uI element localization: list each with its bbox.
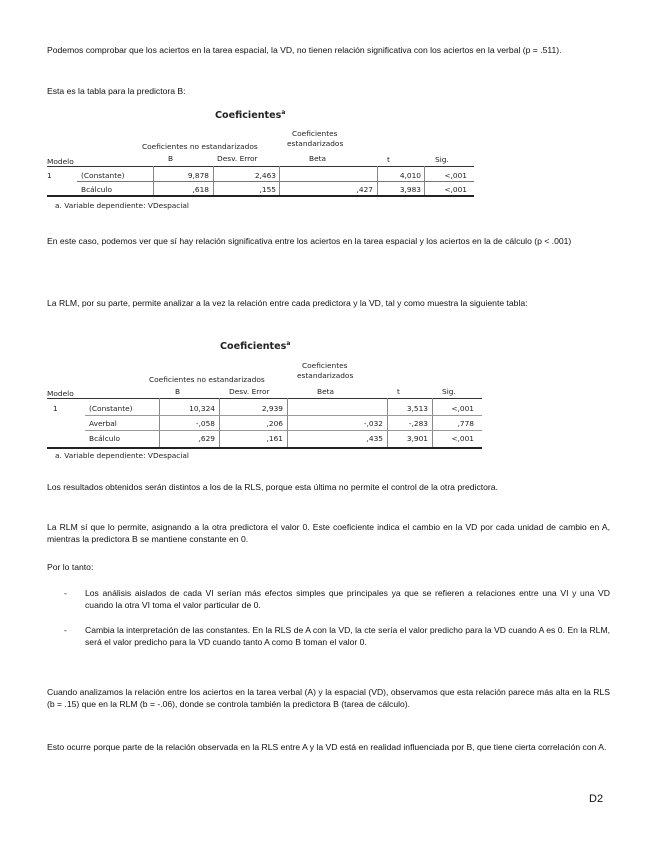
bullet-1-text: Los análisis aislados de cada VI serían más efectos simples que principales ya que se refieren a relaciones entre una VI y una VD cuando la otra VI toma el valor particular de 0. — [85, 588, 610, 611]
table-2-row-2-t: -,283 — [408, 419, 428, 428]
table-2-col-beta: Beta — [317, 387, 335, 396]
table-2-col-sig: Sig. — [442, 387, 456, 396]
table-1-col-se: Desv. Error — [217, 154, 258, 163]
paragraph-9: Esto ocurre porque parte de la relación observada en la RLS entre A y la VD está en realidad influenciada por B, que tiene cierta correlación con A. — [47, 742, 607, 752]
table-2-header-unstd: Coeficientes no estandarizados — [149, 375, 265, 384]
table-1-row-2-t: 3,983 — [399, 185, 421, 194]
table-2-title: Coeficientes$^a$ — [220, 340, 291, 352]
paragraph-1: Podemos comprobar que los aciertos en la tarea espacial, la VD, no tienen relación significativa con los aciertos en la verbal (p = .511). — [47, 45, 562, 55]
paragraph-8: Cuando analizamos la relación entre los aciertos en la tarea verbal (A) y la espacial (VD), observamos que esta relación parece más alta en la RLS (b = .15) que en la RLM (b = -.06), donde se controla también la predictora B (tarea de cálculo). — [47, 687, 610, 710]
table-2-row-2-b: -,058 — [195, 419, 215, 428]
paragraph-5: Los resultados obtenidos serán distintos a los de la RLS, porque esta última no permite el control de la otra predictora. — [47, 482, 498, 492]
table-1-col-b: B — [168, 154, 174, 163]
paragraph-3: En este caso, podemos ver que sí hay relación significativa entre los aciertos en la tarea espacial y los aciertos en la de cálculo (p < .001) — [47, 236, 572, 246]
table-1-col-sig: Sig. — [435, 155, 449, 164]
table-2-col-se: Desv. Error — [229, 387, 270, 396]
table-1-row-2-beta: ,427 — [356, 185, 373, 194]
table-2-row-1-se: 2,939 — [261, 404, 283, 413]
table-1-row-2-name: Bcálculo — [81, 185, 113, 194]
paragraph-7: Por lo tanto: — [47, 562, 94, 572]
table-1-title: Coeficientes$^a$ — [215, 109, 286, 121]
table-1-row-1-name: (Constante) — [81, 171, 125, 180]
table-1-row-1-sig: <,001 — [444, 171, 467, 180]
table-1-col-modelo: Modelo — [47, 157, 74, 166]
table-2-row-2-sig: ,778 — [457, 419, 474, 428]
table-2-row-2-name: Averbal — [89, 419, 117, 428]
table-2-row-3-t: 3,901 — [406, 434, 428, 443]
table-2-footnote: a. Variable dependiente: VDespacial — [55, 451, 189, 460]
paragraph-4: La RLM, por su parte, permite analizar a la vez la relación entre cada predictora y la VD, tal y como muestra la siguiente tabla: — [47, 298, 528, 308]
bullet-2-text: Cambia la interpretación de las constantes. En la RLS de A con la VD, la cte sería el valor predicho para la VD cuando A es 0. En la RLM, será el valor predicho para la VD cuando tanto A como B toman el valor 0. — [85, 625, 610, 648]
table-2-row-3-se: ,161 — [266, 434, 283, 443]
table-1-col-beta: Beta — [309, 154, 327, 163]
bullet-1-dash: - — [64, 588, 67, 598]
table-1-row-1-b: 9,878 — [187, 171, 209, 180]
table-1-header-std-1: Coeficientes — [292, 129, 338, 138]
table-2-row-1-name: (Constante) — [89, 404, 133, 413]
table-2-model-number: 1 — [53, 404, 58, 413]
table-1-row-2-se: ,155 — [259, 185, 276, 194]
table-2-row-3-name: Bcálculo — [89, 434, 121, 443]
table-2-header-std-2: estandarizados — [297, 371, 354, 380]
table-1-row-1-t: 4,010 — [399, 171, 421, 180]
bullet-2-dash: - — [64, 625, 67, 635]
coefficients-table-2 — [47, 338, 487, 458]
table-2-col-t: t — [397, 387, 400, 396]
table-2-row-1-t: 3,513 — [406, 404, 428, 413]
table-2-row-1-b: 10,324 — [189, 404, 215, 413]
table-1-header-std-2: estandarizados — [287, 139, 344, 148]
table-1-footnote: a. Variable dependiente: VDespacial — [55, 201, 189, 210]
table-1-row-2-b: ,618 — [192, 185, 209, 194]
table-2-col-modelo: Modelo — [47, 389, 74, 398]
table-2-row-1-sig: <,001 — [451, 404, 474, 413]
table-1-col-t: t — [387, 155, 390, 164]
paragraph-2: Esta es la tabla para la predictora B: — [47, 86, 186, 96]
table-2-row-3-sig: <,001 — [451, 434, 474, 443]
table-2-row-2-beta: -,032 — [363, 419, 383, 428]
table-1-model-number: 1 — [47, 171, 52, 180]
table-1-row-1-se: 2,463 — [254, 171, 276, 180]
table-1-header-unstd: Coeficientes no estandarizados — [142, 142, 258, 151]
table-1-row-2-sig: <,001 — [444, 185, 467, 194]
table-2-row-2-se: ,206 — [266, 419, 283, 428]
table-2-col-b: B — [175, 387, 181, 396]
page-number: D2 — [589, 793, 604, 805]
table-2-row-3-b: ,629 — [198, 434, 215, 443]
table-2-row-3-beta: ,435 — [366, 434, 383, 443]
table-2-header-std-1: Coeficientes — [302, 361, 348, 370]
paragraph-6: La RLM sí que lo permite, asignando a la otra predictora el valor 0. Este coeficiente indica el cambio en la VD por cada unidad de cambio en A, mientras la predictora B se mantiene constante en 0. — [47, 522, 610, 545]
